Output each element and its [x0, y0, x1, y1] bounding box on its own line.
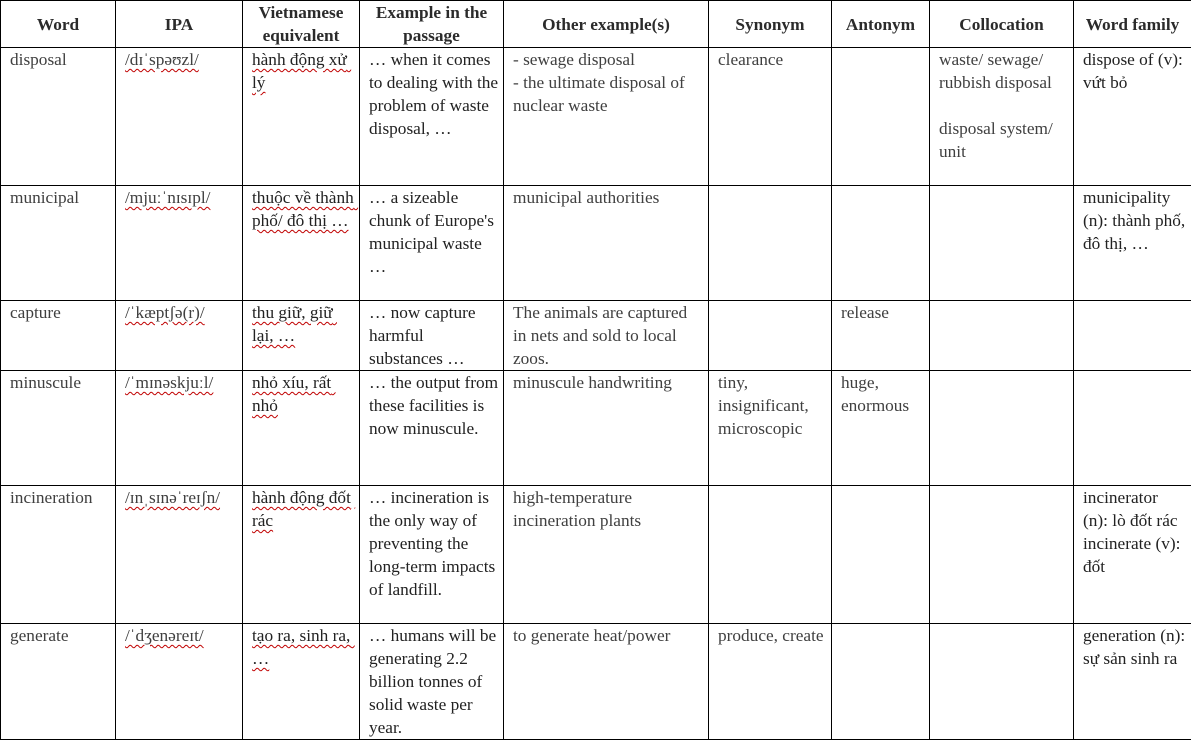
- other-examples-cell: [504, 48, 709, 186]
- ipa-cell: [116, 486, 243, 624]
- word-text: municipal: [10, 188, 80, 207]
- other-examples-text: The animals are captured in nets and sold to local zoos.: [513, 303, 692, 368]
- synonym-cell: [709, 371, 832, 486]
- word-family-cell: [1074, 48, 1191, 186]
- ipa-text: /ˈkæptʃə(r)/: [125, 303, 205, 322]
- synonym-cell: [709, 301, 832, 371]
- word-cell: [1, 301, 116, 371]
- header-ipa: IPA: [116, 1, 243, 48]
- antonym-cell: [832, 301, 930, 371]
- synonym-text: clearance: [718, 50, 784, 69]
- header-other-examples: Other example(s): [504, 1, 709, 48]
- word-text: disposal: [10, 50, 67, 69]
- vietnamese-cell: [243, 486, 360, 624]
- table-row: [1, 48, 1191, 186]
- synonym-cell: [709, 48, 832, 186]
- example-passage-cell: [360, 486, 504, 624]
- vietnamese-text: tạo ra, sinh ra, …: [252, 626, 355, 668]
- header-word: Word: [1, 1, 116, 48]
- example-passage-text: … incineration is the only way of preventing the long-term impacts of landfill.: [369, 488, 500, 599]
- example-passage-cell: [360, 371, 504, 486]
- ipa-cell: [116, 186, 243, 301]
- ipa-text: /ɪnˌsɪnəˈreɪʃn/: [125, 488, 221, 507]
- collocation-cell: [930, 186, 1074, 301]
- header-collocation: Collocation: [930, 1, 1074, 48]
- word-family-text: incinerator (n): lò đốt rác incinerate (v): đốt: [1083, 488, 1181, 576]
- word-family-text: dispose of (v): vứt bỏ: [1083, 50, 1188, 92]
- table-row: [1, 186, 1191, 301]
- ipa-text: /ˈmɪnəskjuːl/: [125, 373, 214, 392]
- vietnamese-cell: [243, 624, 360, 740]
- other-examples-cell: [504, 371, 709, 486]
- antonym-cell: [832, 624, 930, 740]
- ipa-text: /ˈdʒenəreɪt/: [125, 626, 204, 645]
- table-row: [1, 301, 1191, 371]
- header-antonym: Antonym: [832, 1, 930, 48]
- vietnamese-text: hành động đốt rác: [252, 488, 356, 530]
- ipa-cell: [116, 301, 243, 371]
- synonym-cell: [709, 486, 832, 624]
- header-word-family: Word family: [1074, 1, 1191, 48]
- word-family-cell: [1074, 486, 1191, 624]
- word-cell: [1, 486, 116, 624]
- other-examples-text: municipal authorities: [513, 188, 660, 207]
- ipa-text: /dɪˈspəʊzl/: [125, 50, 199, 69]
- ipa-cell: [116, 371, 243, 486]
- word-family-text: municipality (n): thành phố, đô thị, …: [1083, 188, 1190, 253]
- antonym-text: huge, enormous: [841, 373, 910, 415]
- ipa-text: /mjuːˈnɪsɪpl/: [125, 188, 211, 207]
- other-examples-cell: [504, 624, 709, 740]
- other-examples-text: to generate heat/power: [513, 626, 671, 645]
- synonym-cell: [709, 186, 832, 301]
- example-passage-text: … humans will be generating 2.2 billion tonnes of solid waste per year.: [369, 626, 501, 737]
- word-text: incineration: [10, 488, 93, 507]
- vietnamese-cell: [243, 48, 360, 186]
- word-text: capture: [10, 303, 61, 322]
- word-cell: [1, 624, 116, 740]
- header-row: [1, 1, 1191, 48]
- vietnamese-cell: [243, 301, 360, 371]
- vietnamese-cell: [243, 371, 360, 486]
- table-row: [1, 486, 1191, 624]
- header-vietnamese: Vietnamese equivalent: [243, 1, 360, 48]
- example-passage-cell: [360, 624, 504, 740]
- word-family-cell: [1074, 624, 1191, 740]
- header-synonym: Synonym: [709, 1, 832, 48]
- other-examples-cell: [504, 486, 709, 624]
- ipa-cell: [116, 48, 243, 186]
- example-passage-cell: [360, 48, 504, 186]
- collocation-text: waste/ sewage/ rubbish disposal disposal system/ unit: [939, 50, 1053, 161]
- collocation-cell: [930, 371, 1074, 486]
- word-family-cell: [1074, 186, 1191, 301]
- example-passage-cell: [360, 186, 504, 301]
- table-row: [1, 624, 1191, 740]
- collocation-cell: [930, 486, 1074, 624]
- synonym-cell: [709, 624, 832, 740]
- vietnamese-text: nhỏ xíu, rất nhỏ: [252, 373, 336, 415]
- antonym-text: release: [841, 303, 889, 322]
- vietnamese-text: hành động xử lý: [252, 50, 352, 92]
- word-text: minuscule: [10, 373, 82, 392]
- word-cell: [1, 48, 116, 186]
- example-passage-text: … the output from these facilities is now minuscule.: [369, 373, 503, 438]
- header-example-passage: Example in the passage: [360, 1, 504, 48]
- vietnamese-text: thu giữ, giữ lại, …: [252, 303, 337, 345]
- antonym-cell: [832, 371, 930, 486]
- word-family-cell: [1074, 371, 1191, 486]
- word-family-cell: [1074, 301, 1191, 371]
- antonym-cell: [832, 486, 930, 624]
- word-cell: [1, 371, 116, 486]
- collocation-cell: [930, 301, 1074, 371]
- synonym-text: tiny, insignificant, microscopic: [718, 373, 814, 438]
- synonym-text: produce, create: [718, 626, 824, 645]
- example-passage-cell: [360, 301, 504, 371]
- ipa-cell: [116, 624, 243, 740]
- word-family-text: generation (n): sự sản sinh ra: [1083, 626, 1190, 668]
- antonym-cell: [832, 186, 930, 301]
- example-passage-text: … when it comes to dealing with the problem of waste disposal, …: [369, 50, 503, 138]
- other-examples-text: minuscule handwriting: [513, 373, 672, 392]
- collocation-cell: [930, 624, 1074, 740]
- vietnamese-cell: [243, 186, 360, 301]
- other-examples-text: - sewage disposal - the ultimate disposal of nuclear waste: [513, 50, 685, 115]
- collocation-cell: [930, 48, 1074, 186]
- other-examples-cell: [504, 186, 709, 301]
- word-text: generate: [10, 626, 69, 645]
- other-examples-cell: [504, 301, 709, 371]
- antonym-cell: [832, 48, 930, 186]
- word-cell: [1, 186, 116, 301]
- other-examples-text: high-temperature incineration plants: [513, 488, 642, 530]
- table-row: [1, 371, 1191, 486]
- example-passage-text: … now capture harmful substances …: [369, 303, 480, 368]
- vietnamese-text: thuộc về thành phố/ đô thị …: [252, 188, 359, 230]
- example-passage-text: … a sizeable chunk of Europe's municipal waste …: [369, 188, 499, 276]
